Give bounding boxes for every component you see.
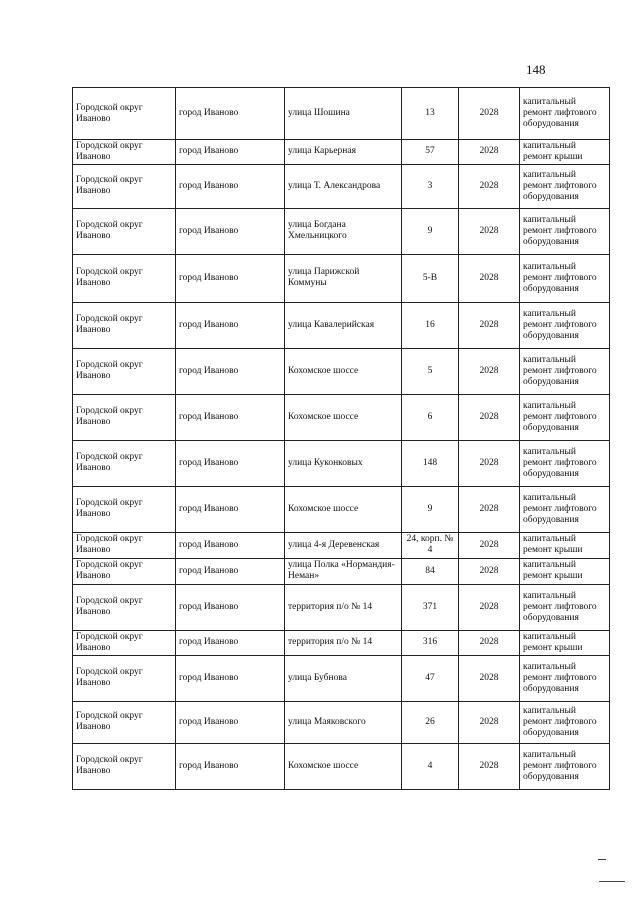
city-cell: город Иваново (176, 88, 285, 140)
city-cell: город Иваново (176, 440, 285, 486)
house-number-cell: 24, корп. № 4 (402, 532, 459, 558)
street-cell: Кохомское шоссе (285, 743, 402, 789)
house-number-cell: 4 (402, 743, 459, 789)
city-cell: город Иваново (176, 655, 285, 701)
table-row (73, 558, 610, 584)
page-number: 148 (526, 62, 546, 77)
work-type-cell: капитальный ремонт лифтового оборудования (520, 394, 610, 440)
house-number-cell: 13 (402, 88, 459, 140)
house-number-cell: 47 (402, 655, 459, 701)
year-cell: 2028 (459, 743, 520, 789)
district-cell: Городской округ Иваново (73, 701, 176, 743)
work-type-cell: капитальный ремонт лифтового оборудования (520, 88, 610, 140)
work-type-cell: капитальный ремонт лифтового оборудования (520, 486, 610, 532)
street-cell: территория п/о № 14 (285, 630, 402, 655)
house-number-cell: 26 (402, 701, 459, 743)
table-row (73, 140, 610, 165)
street-cell: Кохомское шоссе (285, 394, 402, 440)
table-body (73, 88, 610, 790)
year-cell: 2028 (459, 655, 520, 701)
district-cell: Городской округ Иваново (73, 88, 176, 140)
table-row (73, 584, 610, 630)
city-cell: город Иваново (176, 630, 285, 655)
street-cell: Кохомское шоссе (285, 348, 402, 394)
year-cell: 2028 (459, 348, 520, 394)
table-row (73, 440, 610, 486)
table-row (73, 486, 610, 532)
district-cell: Городской округ Иваново (73, 655, 176, 701)
house-number-cell: 5-В (402, 254, 459, 302)
street-cell: улица Богдана Хмельницкого (285, 208, 402, 254)
year-cell: 2028 (459, 584, 520, 630)
table-row (73, 302, 610, 348)
street-cell: улица Маяковского (285, 701, 402, 743)
city-cell: город Иваново (176, 743, 285, 789)
house-number-cell: 57 (402, 140, 459, 165)
year-cell: 2028 (459, 440, 520, 486)
district-cell: Городской округ Иваново (73, 140, 176, 165)
scan-mark (599, 881, 625, 882)
city-cell: город Иваново (176, 701, 285, 743)
house-number-cell: 9 (402, 208, 459, 254)
street-cell: улица Бубнова (285, 655, 402, 701)
city-cell: город Иваново (176, 348, 285, 394)
city-cell: город Иваново (176, 302, 285, 348)
work-type-cell: капитальный ремонт лифтового оборудования (520, 440, 610, 486)
year-cell: 2028 (459, 88, 520, 140)
table-row (73, 532, 610, 558)
year-cell: 2028 (459, 208, 520, 254)
work-type-cell: капитальный ремонт крыши (520, 532, 610, 558)
district-cell: Городской округ Иваново (73, 532, 176, 558)
year-cell: 2028 (459, 164, 520, 208)
table-row (73, 208, 610, 254)
city-cell: город Иваново (176, 584, 285, 630)
house-number-cell: 371 (402, 584, 459, 630)
year-cell: 2028 (459, 558, 520, 584)
street-cell: Кохомское шоссе (285, 486, 402, 532)
district-cell: Городской округ Иваново (73, 558, 176, 584)
city-cell: город Иваново (176, 486, 285, 532)
street-cell: улица Куконковых (285, 440, 402, 486)
district-cell: Городской округ Иваново (73, 630, 176, 655)
district-cell: Городской округ Иваново (73, 208, 176, 254)
city-cell: город Иваново (176, 558, 285, 584)
year-cell: 2028 (459, 394, 520, 440)
work-type-cell: капитальный ремонт лифтового оборудования (520, 348, 610, 394)
year-cell: 2028 (459, 486, 520, 532)
table-row (73, 743, 610, 789)
work-type-cell: капитальный ремонт лифтового оборудования (520, 302, 610, 348)
house-number-cell: 148 (402, 440, 459, 486)
street-cell: улица Карьерная (285, 140, 402, 165)
street-cell: улица Парижской Коммуны (285, 254, 402, 302)
street-cell: улица Шошина (285, 88, 402, 140)
district-cell: Городской округ Иваново (73, 486, 176, 532)
table-row (73, 254, 610, 302)
work-type-cell: капитальный ремонт лифтового оборудования (520, 164, 610, 208)
table-row (73, 88, 610, 140)
house-number-cell: 5 (402, 348, 459, 394)
year-cell: 2028 (459, 254, 520, 302)
house-number-cell: 9 (402, 486, 459, 532)
work-type-cell: капитальный ремонт лифтового оборудования (520, 208, 610, 254)
city-cell: город Иваново (176, 254, 285, 302)
work-type-cell: капитальный ремонт лифтового оборудования (520, 584, 610, 630)
year-cell: 2028 (459, 630, 520, 655)
street-cell: улица 4-я Деревенская (285, 532, 402, 558)
street-cell: улица Т. Александрова (285, 164, 402, 208)
year-cell: 2028 (459, 140, 520, 165)
year-cell: 2028 (459, 701, 520, 743)
house-number-cell: 3 (402, 164, 459, 208)
work-type-cell: капитальный ремонт лифтового оборудования (520, 655, 610, 701)
work-type-cell: капитальный ремонт лифтового оборудования (520, 701, 610, 743)
city-cell: город Иваново (176, 164, 285, 208)
table-row (73, 701, 610, 743)
district-cell: Городской округ Иваново (73, 254, 176, 302)
street-cell: территория п/о № 14 (285, 584, 402, 630)
house-number-cell: 16 (402, 302, 459, 348)
district-cell: Городской округ Иваново (73, 743, 176, 789)
table-row (73, 348, 610, 394)
city-cell: город Иваново (176, 394, 285, 440)
city-cell: город Иваново (176, 140, 285, 165)
house-number-cell: 84 (402, 558, 459, 584)
district-cell: Городской округ Иваново (73, 394, 176, 440)
house-number-cell: 316 (402, 630, 459, 655)
house-number-cell: 6 (402, 394, 459, 440)
work-type-cell: капитальный ремонт крыши (520, 140, 610, 165)
street-cell: улица Кавалерийская (285, 302, 402, 348)
year-cell: 2028 (459, 532, 520, 558)
year-cell: 2028 (459, 302, 520, 348)
district-cell: Городской округ Иваново (73, 440, 176, 486)
work-type-cell: капитальный ремонт лифтового оборудования (520, 254, 610, 302)
city-cell: город Иваново (176, 208, 285, 254)
table-row (73, 164, 610, 208)
work-type-cell: капитальный ремонт крыши (520, 630, 610, 655)
repair-schedule-table (72, 87, 610, 790)
scan-mark (598, 859, 606, 860)
city-cell: город Иваново (176, 532, 285, 558)
district-cell: Городской округ Иваново (73, 348, 176, 394)
work-type-cell: капитальный ремонт лифтового оборудования (520, 743, 610, 789)
table-row (73, 630, 610, 655)
work-type-cell: капитальный ремонт крыши (520, 558, 610, 584)
table-row (73, 394, 610, 440)
street-cell: улица Полка «Нормандия-Неман» (285, 558, 402, 584)
table-row (73, 655, 610, 701)
district-cell: Городской округ Иваново (73, 584, 176, 630)
district-cell: Городской округ Иваново (73, 302, 176, 348)
district-cell: Городской округ Иваново (73, 164, 176, 208)
